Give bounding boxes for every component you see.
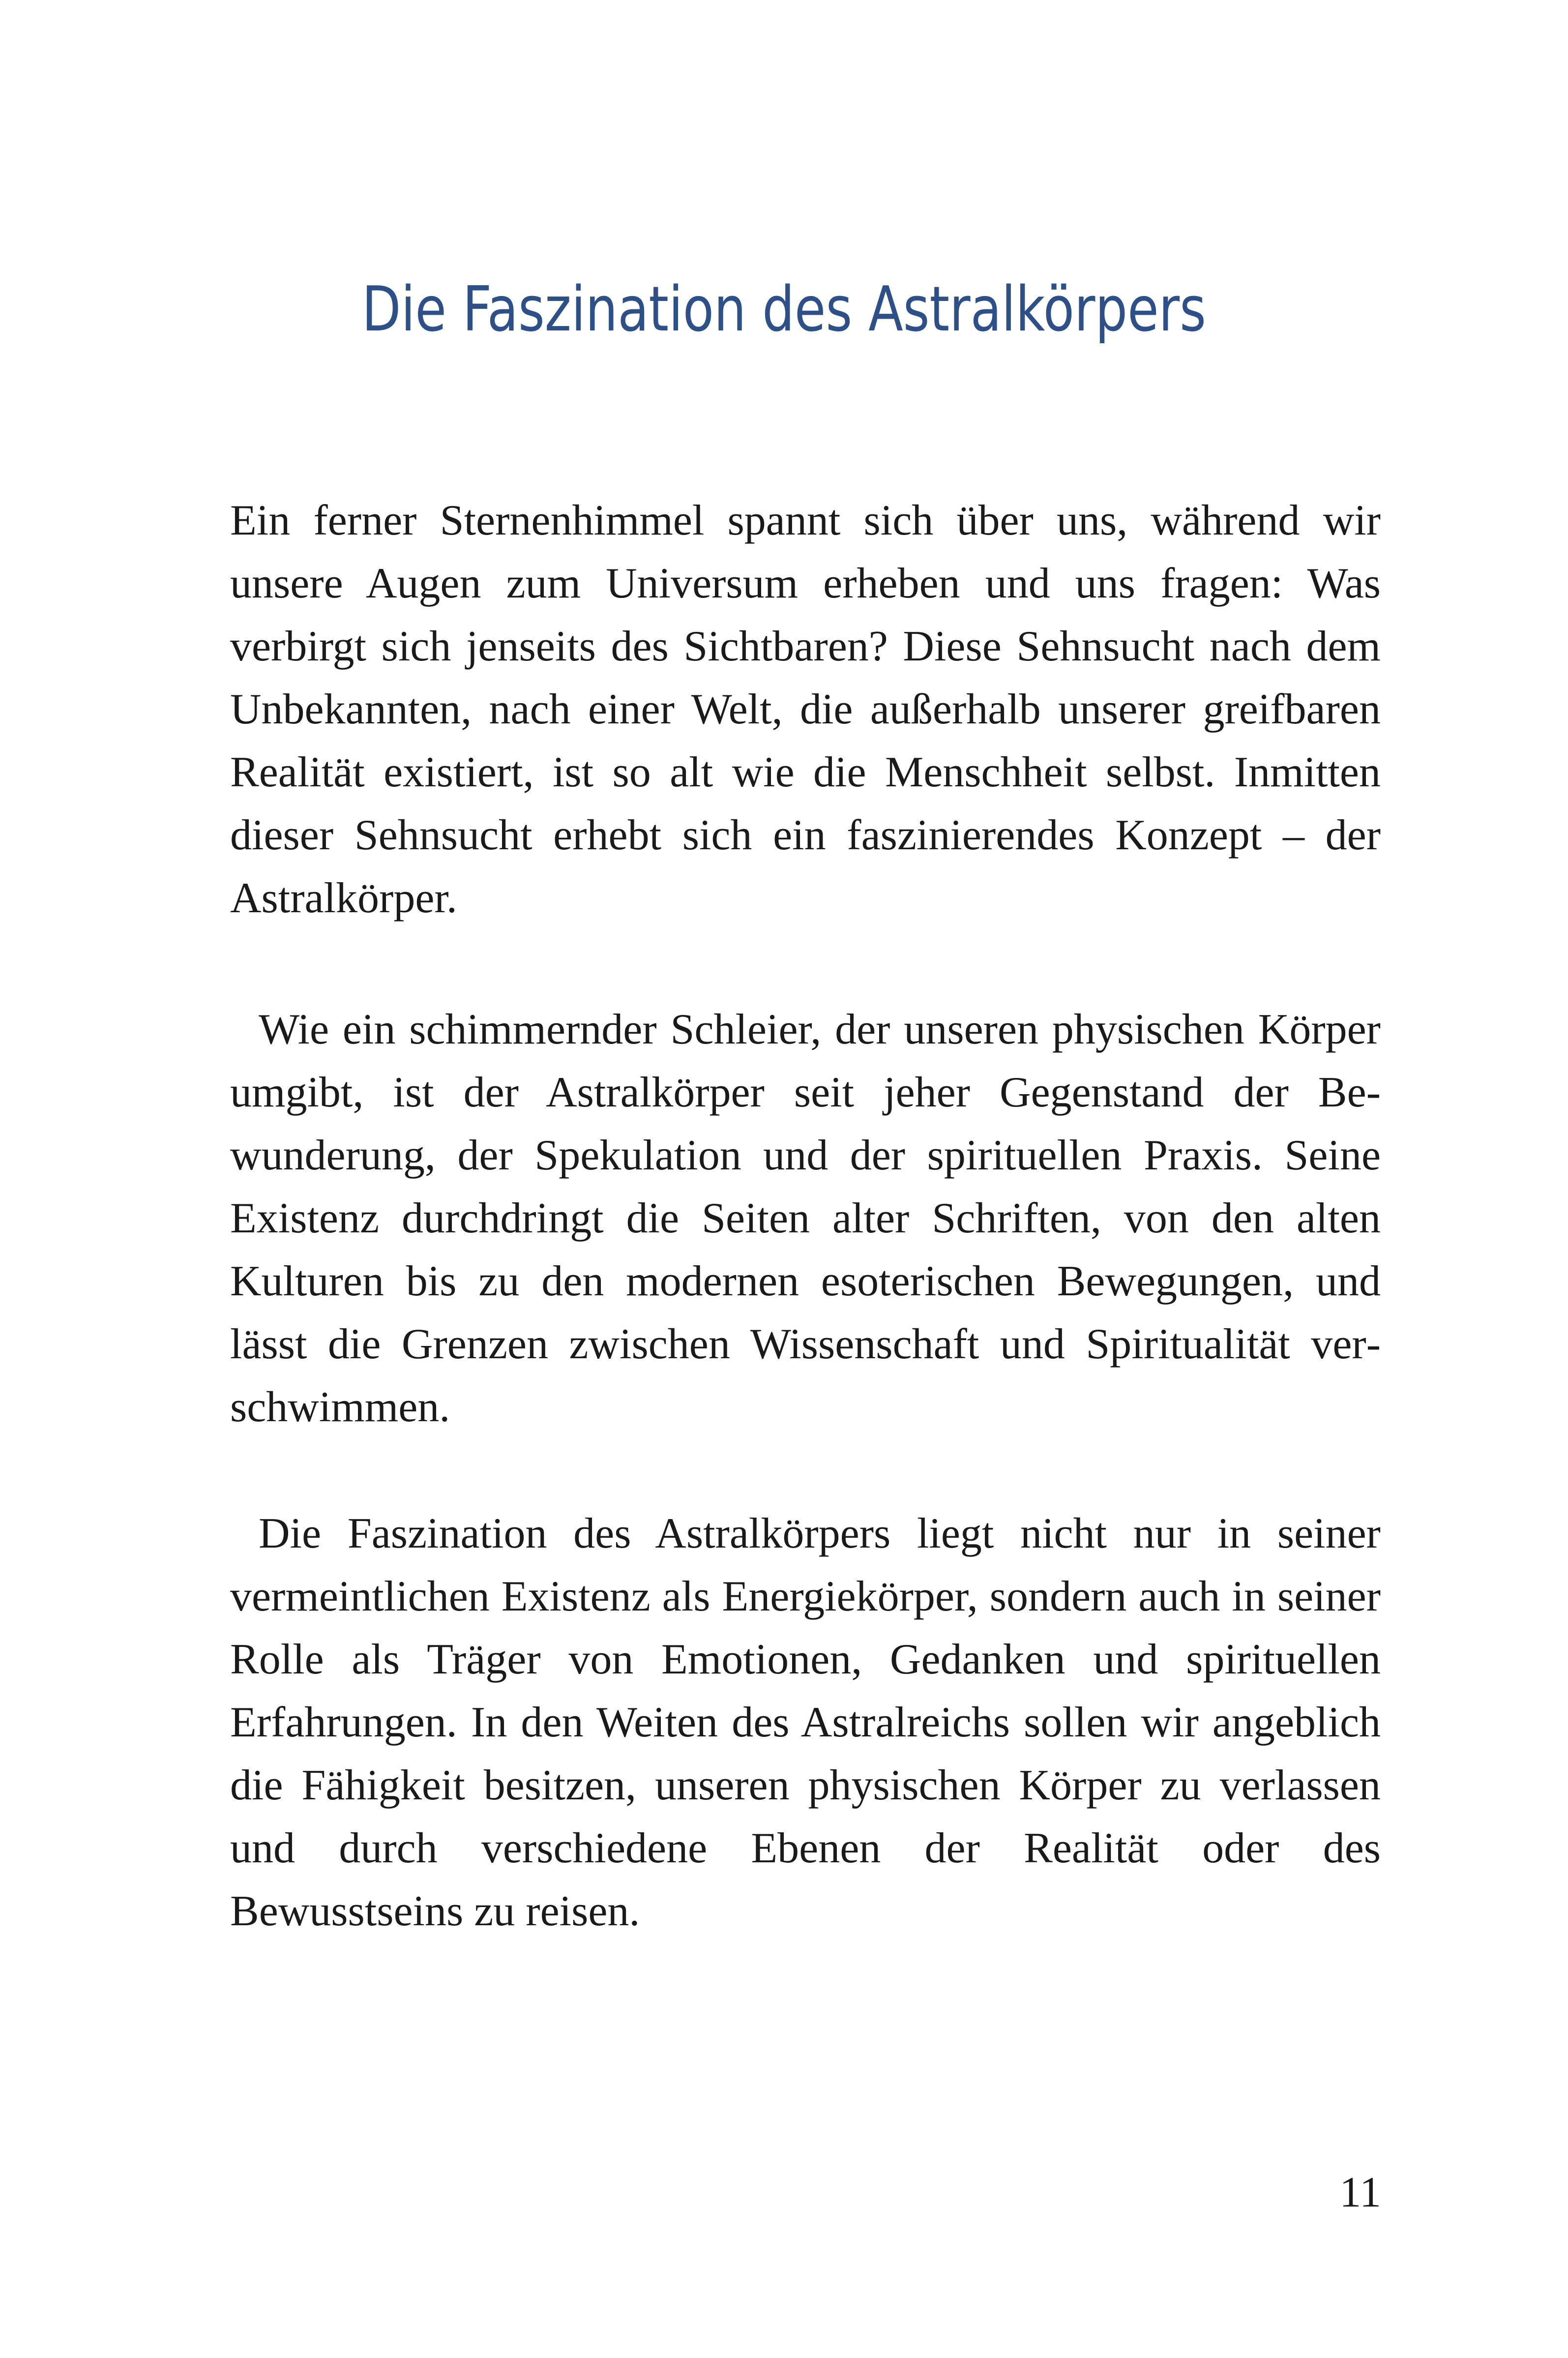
chapter-title: Die Faszination des Astralkörpers bbox=[362, 273, 1206, 345]
page-number: 11 bbox=[1339, 2169, 1381, 2216]
paragraph-3: Die Faszination des Astralkörpers liegt nicht nur in seiner vermeintlichen Existenz als Energiekörper, sondern auch in seiner Rolle als Träger von Emotionen, Gedanken und spirituellen Erfahrungen. In den Weiten des Astralreichs sollen wir angeblich die Fähigkeit besitzen, unseren physischen Körper zu verlassen und durch verschiedene Ebenen der Realität oder des Bewusstseins zu reisen. bbox=[230, 1510, 1381, 1935]
paragraph-2: Wie ein schimmernder Schleier, der unseren physischen Körper umgibt, ist der Astralkörper seit jeher Gegenstand der Bewunderung, der Spekulation und der spirituellen Praxis. Seine Existenz durchdringt die Seiten alter Schriften, von den alten Kulturen bis zu den modernen esoterischen Bewegungen, und lässt die Grenzen zwischen Wissenschaft und Spiritualität verschwimmen. bbox=[230, 1006, 1381, 1431]
paragraph-1: Ein ferner Sternenhimmel spannt sich über uns, während wir unsere Augen zum Universum erheben und uns fragen: Was verbirgt sich jenseits des Sichtbaren? Diese Sehnsucht nach dem Unbekannten, nach einer Welt, die außerhalb unserer greifbaren Realität existiert, ist so alt wie die Menschheit selbst. Inmitten dieser Sehnsucht erhebt sich ein faszinierendes Konzept – der Astralkörper. bbox=[230, 497, 1381, 922]
